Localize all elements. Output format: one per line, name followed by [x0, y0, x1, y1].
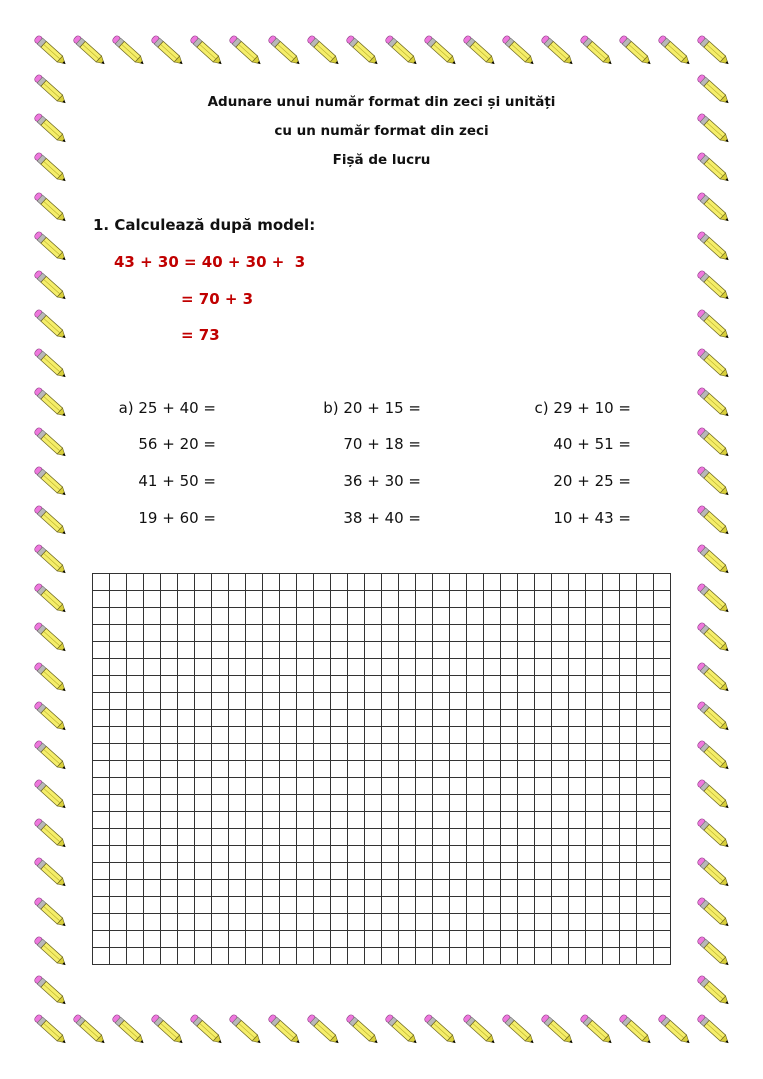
pencil-icon [149, 1012, 187, 1048]
pencil-icon [695, 895, 733, 931]
pencil-icon [32, 307, 70, 343]
pencil-icon [422, 33, 460, 69]
pencil-icon [695, 816, 733, 852]
pencil-icon [32, 33, 70, 69]
pencil-icon [695, 385, 733, 421]
pencil-icon [461, 33, 499, 69]
pencil-icon [32, 190, 70, 226]
pencil-icon [695, 229, 733, 265]
pencil-icon [695, 1012, 733, 1048]
exercise-expression: 25 + 40 = [138, 399, 216, 417]
pencil-icon [695, 973, 733, 1009]
pencil-icon [695, 425, 733, 461]
exercise-expression: 29 + 10 = [553, 399, 631, 417]
pencil-icon [461, 1012, 499, 1048]
pencil-icon [227, 1012, 265, 1048]
exercise-expression: 40 + 51 = [553, 435, 631, 453]
pencil-icon [695, 699, 733, 735]
pencil-icon [71, 33, 109, 69]
pencil-icon [695, 738, 733, 774]
pencil-icon [32, 777, 70, 813]
exercise-expression: 10 + 43 = [553, 509, 631, 527]
exercise-item [343, 509, 421, 527]
pencil-icon [32, 973, 70, 1009]
model-line-1: 43 + 30 = 40 + 30 + 3 [114, 253, 306, 271]
pencil-icon [344, 33, 382, 69]
pencil-icon [617, 33, 655, 69]
pencil-icon [695, 660, 733, 696]
pencil-icon [695, 542, 733, 578]
exercise-instruction: 1. Calculează după model: [93, 216, 316, 234]
pencil-icon [539, 33, 577, 69]
pencil-icon [32, 895, 70, 931]
exercise-expression: 19 + 60 = [138, 509, 216, 527]
pencil-icon [695, 503, 733, 539]
pencil-icon [617, 1012, 655, 1048]
exercise-item [119, 399, 216, 417]
pencil-icon [305, 1012, 343, 1048]
pencil-icon [32, 816, 70, 852]
pencil-icon [344, 1012, 382, 1048]
exercise-item [323, 399, 421, 417]
pencil-icon [383, 33, 421, 69]
pencil-icon [32, 542, 70, 578]
exercise-item [138, 472, 216, 490]
pencil-icon [695, 777, 733, 813]
pencil-icon [695, 581, 733, 617]
pencil-icon [695, 464, 733, 500]
exercise-column-label: a) [118, 399, 139, 417]
pencil-icon [32, 620, 70, 656]
worksheet-label: Fișă de lucru [332, 152, 431, 168]
exercise-expression: 38 + 40 = [343, 509, 421, 527]
pencil-icon [266, 33, 304, 69]
pencil-icon [188, 1012, 226, 1048]
pencil-icon [71, 1012, 109, 1048]
pencil-icon [149, 33, 187, 69]
exercise-item [343, 435, 421, 453]
pencil-icon [32, 699, 70, 735]
exercise-expression: 20 + 25 = [553, 472, 631, 490]
page-subtitle: cu un număr format din zeci [274, 123, 489, 139]
pencil-icon [32, 738, 70, 774]
pencil-icon [305, 33, 343, 69]
pencil-icon [32, 660, 70, 696]
pencil-icon [656, 33, 694, 69]
pencil-icon [110, 1012, 148, 1048]
pencil-icon [539, 1012, 577, 1048]
pencil-icon [32, 425, 70, 461]
pencil-icon [32, 229, 70, 265]
pencil-icon [32, 385, 70, 421]
pencil-icon [32, 1012, 70, 1048]
pencil-icon [695, 307, 733, 343]
pencil-icon [32, 464, 70, 500]
grid-paper-workspace[interactable] [92, 573, 671, 965]
exercise-expression: 70 + 18 = [343, 435, 421, 453]
exercise-item [553, 509, 631, 527]
model-line-2: = 70 + 3 [181, 290, 254, 308]
exercise-item [343, 472, 421, 490]
pencil-icon [266, 1012, 304, 1048]
pencil-icon [227, 33, 265, 69]
pencil-icon [32, 268, 70, 304]
exercise-item [553, 472, 631, 490]
pencil-icon [32, 581, 70, 617]
exercise-column-label: b) [323, 399, 344, 417]
pencil-icon [32, 855, 70, 891]
pencil-icon [578, 33, 616, 69]
page-title: Adunare unui număr format din zeci și unități [207, 94, 556, 110]
pencil-icon [500, 33, 538, 69]
exercise-item [138, 435, 216, 453]
pencil-icon [32, 934, 70, 970]
exercise-item [535, 399, 632, 417]
pencil-icon [422, 1012, 460, 1048]
exercise-expression: 20 + 15 = [343, 399, 421, 417]
exercise-column-label: c) [534, 399, 554, 417]
pencil-icon [32, 503, 70, 539]
pencil-icon [500, 1012, 538, 1048]
exercise-expression: 41 + 50 = [138, 472, 216, 490]
exercise-item [553, 435, 631, 453]
pencil-icon [695, 346, 733, 382]
pencil-icon [32, 346, 70, 382]
pencil-icon [188, 33, 226, 69]
pencil-icon [110, 33, 148, 69]
exercise-expression: 56 + 20 = [138, 435, 216, 453]
exercise-expression: 36 + 30 = [343, 472, 421, 490]
exercise-item [138, 509, 216, 527]
pencil-icon [695, 190, 733, 226]
pencil-icon [656, 1012, 694, 1048]
pencil-icon [695, 934, 733, 970]
pencil-icon [695, 33, 733, 69]
pencil-icon [578, 1012, 616, 1048]
model-line-3: = 73 [181, 326, 220, 344]
pencil-icon [695, 268, 733, 304]
pencil-icon [383, 1012, 421, 1048]
pencil-icon [695, 855, 733, 891]
pencil-icon [695, 620, 733, 656]
